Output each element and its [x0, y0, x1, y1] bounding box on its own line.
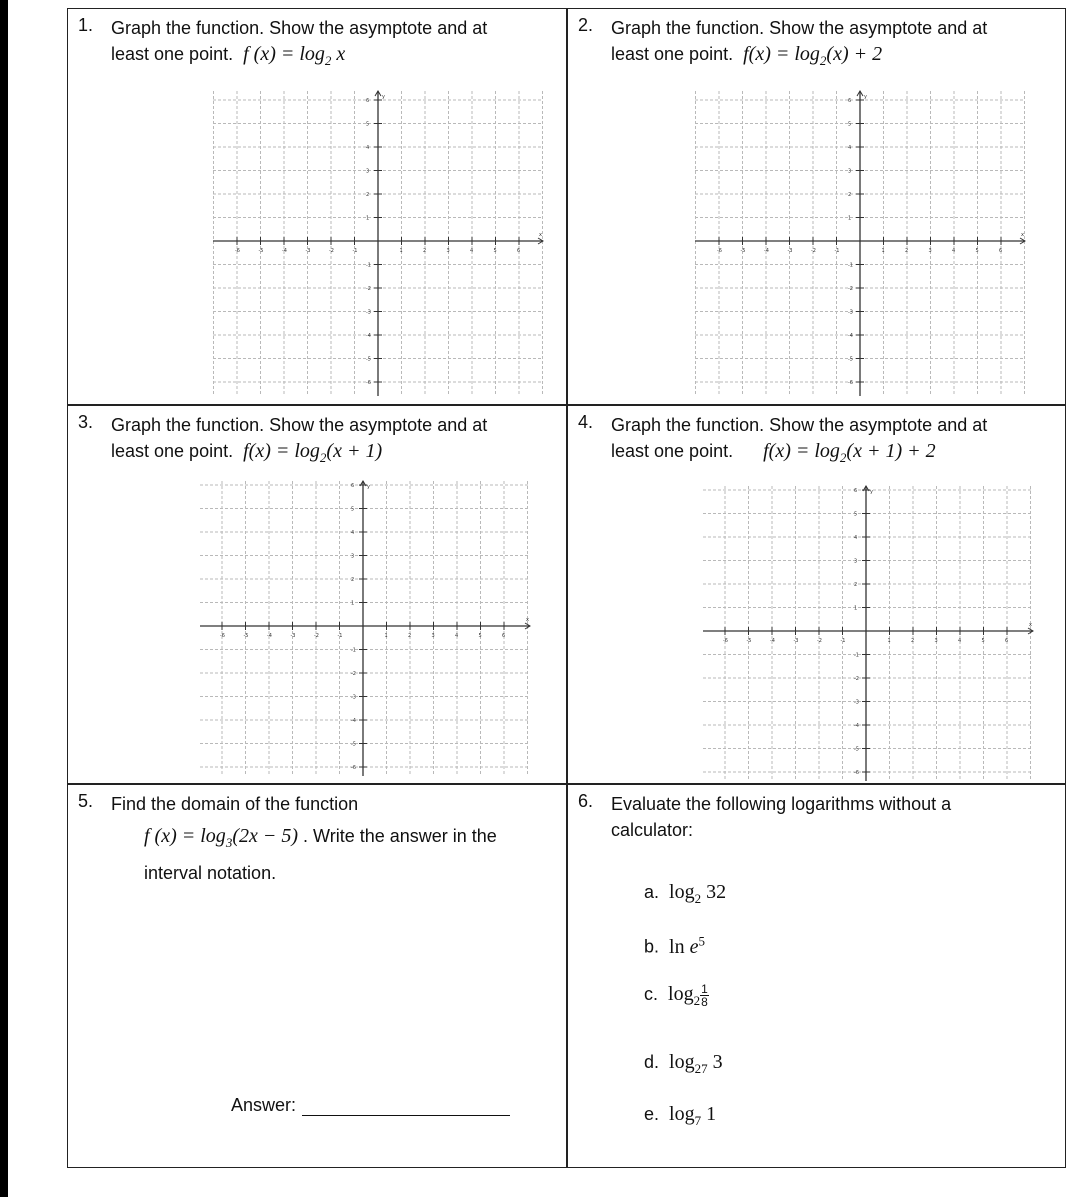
- y-tick-label: -5: [848, 356, 853, 363]
- x-tick-label: 5: [493, 248, 497, 254]
- question-text: [111, 412, 487, 471]
- y-tick-label: 4: [351, 530, 355, 536]
- y-axis-label: y: [382, 94, 385, 100]
- question-number: 6.: [578, 791, 594, 811]
- y-tick-label: -3: [848, 309, 853, 316]
- y-tick-label: 5: [366, 121, 370, 128]
- x-tick-label: 6: [502, 633, 506, 639]
- question-line-1: Graph the function. Show the asymptote and at: [611, 18, 988, 38]
- x-tick-label: 2: [423, 248, 427, 254]
- y-tick-label: -2: [351, 671, 356, 677]
- x-tick-label: -1: [337, 633, 343, 639]
- x-tick-label: -5: [746, 638, 752, 644]
- x-axis-label: x: [539, 232, 542, 238]
- question-4-cell: [568, 406, 1067, 783]
- question-line-2: least one point. f $(x) = \log_2 x$: [111, 43, 346, 68]
- y-tick-label: -1: [848, 262, 853, 269]
- x-tick-label: 5: [478, 633, 482, 639]
- y-tick-label: 1: [366, 215, 370, 222]
- item-e: e. $\log_7 1$: [644, 1103, 717, 1128]
- question-1-cell: [68, 9, 566, 404]
- x-tick-label: 3: [928, 248, 932, 254]
- graph-grid[interactable]: [695, 91, 1025, 396]
- y-tick-label: -5: [366, 356, 371, 363]
- answer-label: Answer:: [231, 1095, 297, 1115]
- x-tick-label: -4: [282, 248, 287, 254]
- x-tick-label: 4: [470, 248, 474, 254]
- left-edge-bar: [0, 0, 8, 1197]
- y-tick-label: -1: [351, 647, 356, 654]
- answer-row: [231, 1095, 510, 1116]
- question-line-1: Find the domain of the function: [111, 794, 359, 814]
- question-2-cell: [568, 9, 1067, 404]
- x-tick-label: 2: [905, 248, 909, 254]
- question-line-2: least one point. $f(x) = \log_2(x) + 2$: [611, 43, 883, 68]
- question-number: 2.: [578, 15, 594, 35]
- x-tick-label: 2: [911, 638, 915, 644]
- y-tick-label: 6: [848, 98, 852, 104]
- question-6-cell: [568, 785, 1067, 1167]
- y-axis-label: y: [367, 484, 370, 490]
- function-formula: f $(x) = \log_3(2x - 5)$: [144, 825, 299, 850]
- x-tick-label: -2: [817, 638, 822, 644]
- y-tick-label: 6: [854, 488, 858, 494]
- question-line-1: Graph the function. Show the asymptote and at: [611, 415, 988, 435]
- y-tick-label: 3: [366, 168, 370, 175]
- question-line-3: interval notation.: [144, 863, 277, 883]
- y-tick-label: -2: [366, 286, 371, 292]
- question-line-2: least one point. $f(x) = \log_2(x + 1) + 2$: [611, 440, 936, 465]
- x-tick-label: 6: [517, 248, 521, 254]
- y-tick-label: -4: [366, 333, 371, 339]
- question-line-1: Graph the function. Show the asymptote and at: [111, 18, 488, 38]
- y-tick-label: -4: [351, 718, 356, 724]
- question-3-cell: [68, 406, 566, 783]
- question-5-body: [144, 821, 497, 888]
- x-tick-label: 2: [408, 633, 412, 639]
- y-tick-label: 2: [366, 192, 370, 198]
- y-tick-label: -6: [366, 380, 371, 386]
- y-tick-label: 1: [351, 600, 355, 607]
- x-tick-label: -2: [811, 248, 816, 254]
- graph-grid[interactable]: [200, 481, 530, 776]
- question-text: [611, 791, 951, 843]
- x-tick-label: -4: [770, 638, 775, 644]
- y-tick-label: 4: [366, 145, 370, 151]
- x-tick-label: -6: [220, 633, 225, 639]
- question-5-cell: [68, 785, 566, 1167]
- x-tick-label: 6: [1005, 638, 1009, 644]
- y-tick-label: -1: [366, 262, 371, 269]
- y-tick-label: -4: [854, 723, 859, 729]
- x-tick-label: 1: [384, 633, 388, 639]
- x-tick-label: 3: [934, 638, 938, 644]
- item-d: d. $\log_{27} 3$: [644, 1051, 723, 1076]
- function-formula: $f(x) = \log_2(x) + 2$: [743, 43, 883, 68]
- item-c: c. $\log_2$ $\frac{1}{8}$: [644, 982, 708, 1009]
- x-tick-label: -5: [740, 248, 746, 254]
- y-tick-label: -3: [366, 309, 371, 316]
- x-tick-label: 3: [446, 248, 450, 254]
- x-tick-label: 4: [455, 633, 459, 639]
- x-tick-label: 1: [887, 638, 891, 644]
- fraction: $\frac{1}{8}$: [701, 982, 708, 1009]
- x-axis-label: x: [1021, 232, 1024, 238]
- y-tick-label: -3: [351, 694, 356, 701]
- y-tick-label: 5: [854, 511, 858, 518]
- item-b: b. $\ln e^5$: [644, 933, 705, 958]
- question-line-2: calculator:: [611, 820, 694, 840]
- question-line-1: Graph the function. Show the asymptote and at: [111, 415, 488, 435]
- y-tick-label: 2: [351, 577, 355, 583]
- x-tick-label: -3: [793, 638, 799, 644]
- x-tick-label: -5: [258, 248, 264, 254]
- x-tick-label: -6: [235, 248, 240, 254]
- question-number: 4.: [578, 412, 594, 432]
- y-tick-label: -5: [351, 741, 356, 748]
- x-tick-label: 5: [975, 248, 979, 254]
- y-tick-label: -6: [854, 770, 859, 776]
- y-tick-label: -2: [854, 676, 859, 682]
- y-tick-label: -5: [854, 746, 859, 753]
- question-line-1: Evaluate the following logarithms without a: [611, 794, 952, 814]
- y-tick-label: 5: [351, 506, 355, 513]
- x-tick-label: 4: [958, 638, 962, 644]
- x-axis-label: x: [1029, 622, 1032, 628]
- question-text: [611, 15, 987, 74]
- y-axis-label: y: [870, 489, 873, 495]
- worksheet: [67, 8, 1066, 1168]
- x-tick-label: -1: [352, 248, 358, 254]
- graph-grid[interactable]: [703, 486, 1033, 781]
- y-tick-label: 2: [854, 582, 858, 588]
- item-a: a. $\log_2 32$: [644, 881, 727, 906]
- x-tick-label: 6: [999, 248, 1003, 254]
- x-tick-label: -6: [723, 638, 728, 644]
- x-tick-label: -2: [329, 248, 334, 254]
- x-axis-label: x: [526, 617, 529, 623]
- y-tick-label: -3: [854, 699, 859, 706]
- y-tick-label: -1: [854, 652, 859, 659]
- function-formula: f $(x) = \log_2 x$: [243, 43, 346, 68]
- x-tick-label: 1: [399, 248, 403, 254]
- question-number: 5.: [78, 791, 94, 811]
- question-line-2: least one point. $f(x) = \log_2(x + 1)$: [111, 440, 383, 465]
- y-axis-label: y: [864, 94, 867, 100]
- y-tick-label: 5: [848, 121, 852, 128]
- x-tick-label: -5: [243, 633, 249, 639]
- question-text: [611, 412, 987, 471]
- y-tick-label: 1: [854, 605, 858, 612]
- y-tick-label: 3: [351, 553, 355, 560]
- x-tick-label: -1: [834, 248, 840, 254]
- question-line-2: . Write the answer in the: [303, 826, 497, 846]
- x-tick-label: -3: [290, 633, 296, 639]
- x-tick-label: -3: [305, 248, 311, 254]
- question-number: 1.: [78, 15, 94, 35]
- y-tick-label: -6: [848, 380, 853, 386]
- x-tick-label: 5: [981, 638, 985, 644]
- y-tick-label: 2: [848, 192, 852, 198]
- y-tick-label: 1: [848, 215, 852, 222]
- question-text: [111, 15, 487, 74]
- y-tick-label: -4: [848, 333, 853, 339]
- x-tick-label: -2: [314, 633, 319, 639]
- x-tick-label: -3: [787, 248, 793, 254]
- x-tick-label: 4: [952, 248, 956, 254]
- y-tick-label: 6: [366, 98, 370, 104]
- question-number: 3.: [78, 412, 94, 432]
- question-text: [111, 791, 358, 817]
- function-formula: $f(x) = \log_2(x + 1) + 2$: [763, 440, 936, 465]
- x-tick-label: 1: [881, 248, 885, 254]
- y-tick-label: -6: [351, 765, 356, 771]
- y-tick-label: -2: [848, 286, 853, 292]
- y-tick-label: 4: [848, 145, 852, 151]
- y-tick-label: 6: [351, 483, 355, 489]
- y-tick-label: 3: [848, 168, 852, 175]
- x-tick-label: -1: [840, 638, 846, 644]
- x-tick-label: -6: [717, 248, 722, 254]
- x-tick-label: 3: [431, 633, 435, 639]
- x-tick-label: -4: [267, 633, 272, 639]
- function-formula: $f(x) = \log_2(x + 1)$: [243, 440, 383, 465]
- y-tick-label: 4: [854, 535, 858, 541]
- answer-line[interactable]: [302, 1095, 510, 1116]
- y-tick-label: 3: [854, 558, 858, 565]
- graph-grid[interactable]: [213, 91, 543, 396]
- x-tick-label: -4: [764, 248, 769, 254]
